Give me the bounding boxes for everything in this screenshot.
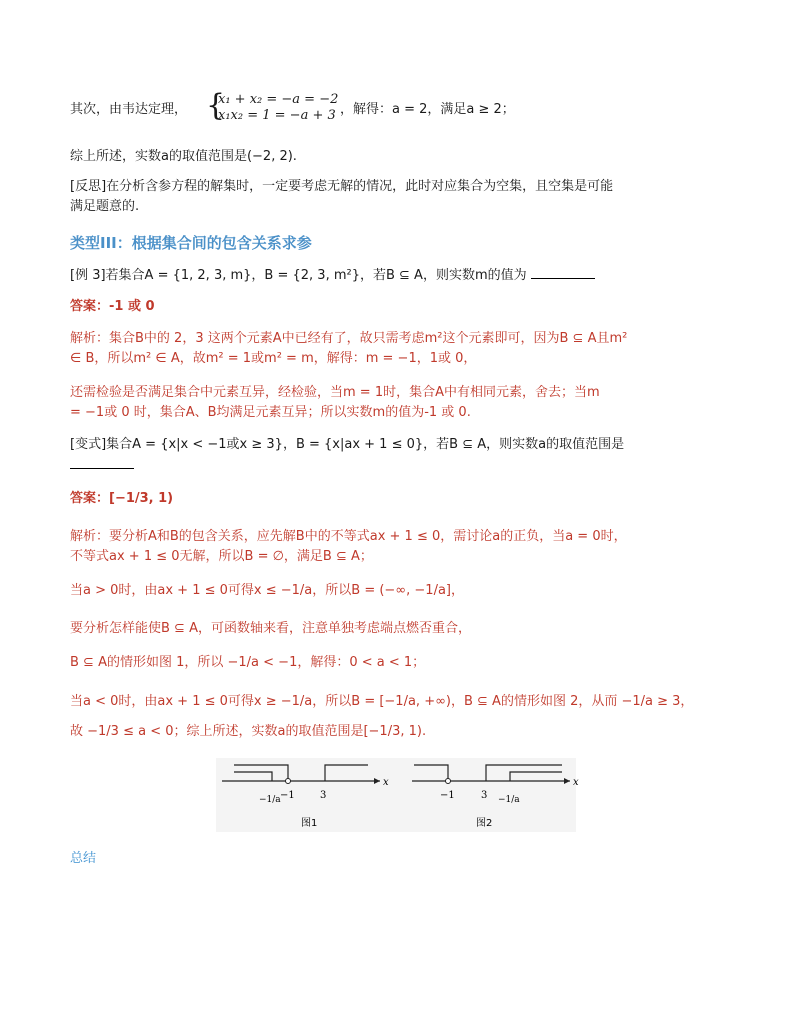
analysis-4: 当a > 0时，由ax + 1 ≤ 0可得x ≤ −1/a，所以B = (−∞, −1/a]，: [70, 583, 464, 598]
fig2-tick-3: 3: [481, 790, 488, 801]
fig1-x-label: x: [383, 777, 389, 788]
vieta-prefix: 其次，由韦达定理，: [70, 102, 188, 117]
fig1-tick-inv-a: −1/a: [259, 795, 281, 805]
analysis-3b: 不等式ax + 1 ≤ 0无解，所以B = ∅，满足B ⊆ A；: [70, 549, 373, 564]
fig1-caption: 图1: [301, 818, 318, 829]
reflection-text-1: [反思]在分析含参方程的解集时，一定要考虑无解的情况，此时对应集合为空集，且空集是可能: [70, 179, 614, 194]
analysis-7: 当a < 0时，由ax + 1 ≤ 0可得x ≥ −1/a，所以B = [−1/a, +∞)，B ⊆ A的情形如图 2，从而 −1/a ≥ 3，: [70, 694, 694, 709]
variant-text: [变式]集合A = {x|x < −1或x ≥ 3}，B = {x|ax + 1 ≤ 0}，若B ⊆ A，则实数a的取值范围是: [70, 437, 625, 452]
section-heading: 类型III：根据集合间的包含关系求参: [70, 234, 312, 252]
analysis-8: 故 −1/3 ≤ a < 0；综上所述，实数a的取值范围是[−1/3, 1).: [70, 724, 427, 739]
example3-text: [例 3]若集合A = {1, 2, 3, m}，B = {2, 3, m²}，若B ⊆ A，则实数m的值为: [70, 268, 527, 283]
analysis-3a: 解析：要分析A和B的包含关系，应先解B中的不等式ax + 1 ≤ 0，需讨论a的正负，当a = 0时，: [70, 529, 627, 544]
fig2-tick-neg1: −1: [440, 790, 455, 801]
fig1-tick-neg1: −1: [280, 790, 295, 801]
fig2-tick-inv-a: −1/a: [498, 795, 520, 805]
summary-label: 总结: [70, 851, 97, 866]
analysis-5: 要分析怎样能使B ⊆ A，可函数轴来看，注意单独考虑端点燃否重合，: [70, 621, 471, 636]
vieta-eq1: x₁ + x₂ = −a = −2: [218, 92, 339, 107]
fig2-x-label: x: [573, 777, 579, 788]
analysis-2b: = −1或 0 时，集合A、B均满足元素互异；所以实数m的值为-1 或 0.: [70, 405, 471, 420]
conclusion-text: 综上所述，实数a的取值范围是(−2, 2).: [70, 149, 297, 164]
fig1-tick-3: 3: [320, 790, 327, 801]
analysis-2a: 还需检验是否满足集合中元素互异，经检验，当m = 1时，集合A中有相同元素，舍去；当m: [70, 385, 600, 400]
analysis-1a: 解析：集合B中的 2，3 这两个元素A中已经有了，故只需考虑m²这个元素即可，因为B ⊆ A且m²: [70, 331, 628, 346]
answer-1: 答案：-1 或 0: [70, 299, 155, 314]
system-brace: {: [206, 88, 226, 123]
vieta-solve-text: ，解得：a = 2，满足a ≥ 2；: [340, 102, 515, 117]
reflection-text-2: 满足题意的.: [70, 199, 140, 214]
answer-2: 答案：[−1/3, 1): [70, 491, 174, 506]
fig2-caption: 图2: [476, 818, 493, 829]
fig1-open-point: [286, 779, 291, 784]
analysis-6: B ⊆ A的情形如图 1，所以 −1/a < −1，解得：0 < a < 1；: [70, 655, 426, 670]
vieta-eq2: x₁x₂ = 1 = −a + 3: [218, 108, 336, 123]
analysis-1b: ∈ B，所以m² ∈ A，故m² = 1或m² = m，解得：m = −1，1或 0，: [70, 351, 477, 366]
fig2-open-point: [446, 779, 451, 784]
